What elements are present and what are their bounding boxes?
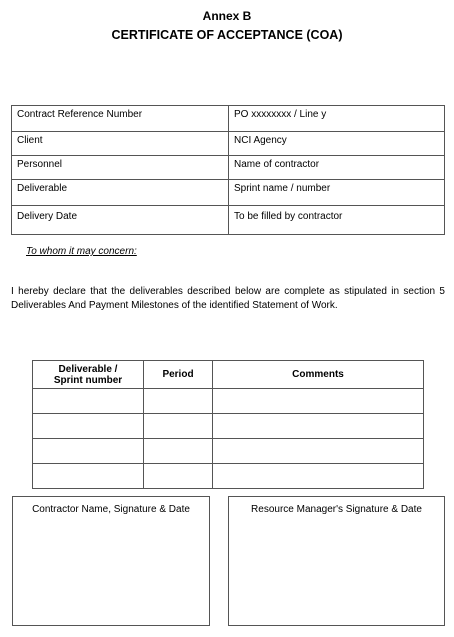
contract-info-table — [11, 105, 445, 235]
period-cell[interactable] — [144, 439, 213, 464]
comments-cell[interactable] — [213, 414, 424, 439]
table-row — [33, 464, 424, 489]
deliverable-cell[interactable] — [33, 389, 144, 414]
salutation: To whom it may concern: — [26, 246, 137, 257]
personnel-label: Personnel — [12, 156, 229, 180]
deliverables-table — [32, 360, 424, 489]
deliverable-header-line-1: Deliverable / — [58, 363, 118, 375]
period-column-header: Period — [144, 361, 213, 389]
declaration-line-1: I hereby declare that the deliverables described below are complete as stipulated in section 5 — [11, 286, 445, 297]
client-value: NCI Agency — [229, 132, 445, 156]
manager-signature-box[interactable] — [228, 496, 445, 626]
deliverable-label: Deliverable — [12, 180, 229, 206]
table-row — [12, 156, 445, 180]
comments-cell[interactable] — [213, 439, 424, 464]
table-row — [12, 132, 445, 156]
deliverable-column-header — [33, 361, 144, 389]
table-row — [12, 180, 445, 206]
contract-reference-value: PO xxxxxxxx / Line y — [229, 106, 445, 132]
comments-cell[interactable] — [213, 389, 424, 414]
comments-column-header: Comments — [213, 361, 424, 389]
comments-cell[interactable] — [213, 464, 424, 489]
delivery-date-value: To be filled by contractor — [229, 206, 445, 235]
annex-label: Annex B — [202, 9, 252, 23]
delivery-date-label: Delivery Date — [12, 206, 229, 235]
table-row — [33, 389, 424, 414]
personnel-value: Name of contractor — [229, 156, 445, 180]
client-label: Client — [12, 132, 229, 156]
deliverable-header-line-2: Sprint number — [53, 374, 123, 386]
manager-signature-label: Resource Manager's Signature & Date — [251, 504, 422, 515]
deliverable-cell[interactable] — [33, 464, 144, 489]
deliverable-value: Sprint name / number — [229, 180, 445, 206]
contractor-signature-box[interactable] — [12, 496, 210, 626]
table-header-row — [33, 361, 424, 389]
period-cell[interactable] — [144, 389, 213, 414]
contractor-signature-label: Contractor Name, Signature & Date — [32, 504, 190, 515]
table-row — [33, 414, 424, 439]
declaration-line-2: Deliverables And Payment Milestones of the identified Statement of Work. — [11, 300, 338, 311]
period-cell[interactable] — [144, 464, 213, 489]
declaration-text — [11, 285, 445, 313]
document-title: CERTIFICATE OF ACCEPTANCE (COA) — [111, 28, 343, 42]
table-row — [12, 206, 445, 235]
table-row — [33, 439, 424, 464]
contract-reference-label: Contract Reference Number — [12, 106, 229, 132]
deliverable-cell[interactable] — [33, 439, 144, 464]
period-cell[interactable] — [144, 414, 213, 439]
table-row — [12, 106, 445, 132]
deliverable-cell[interactable] — [33, 414, 144, 439]
